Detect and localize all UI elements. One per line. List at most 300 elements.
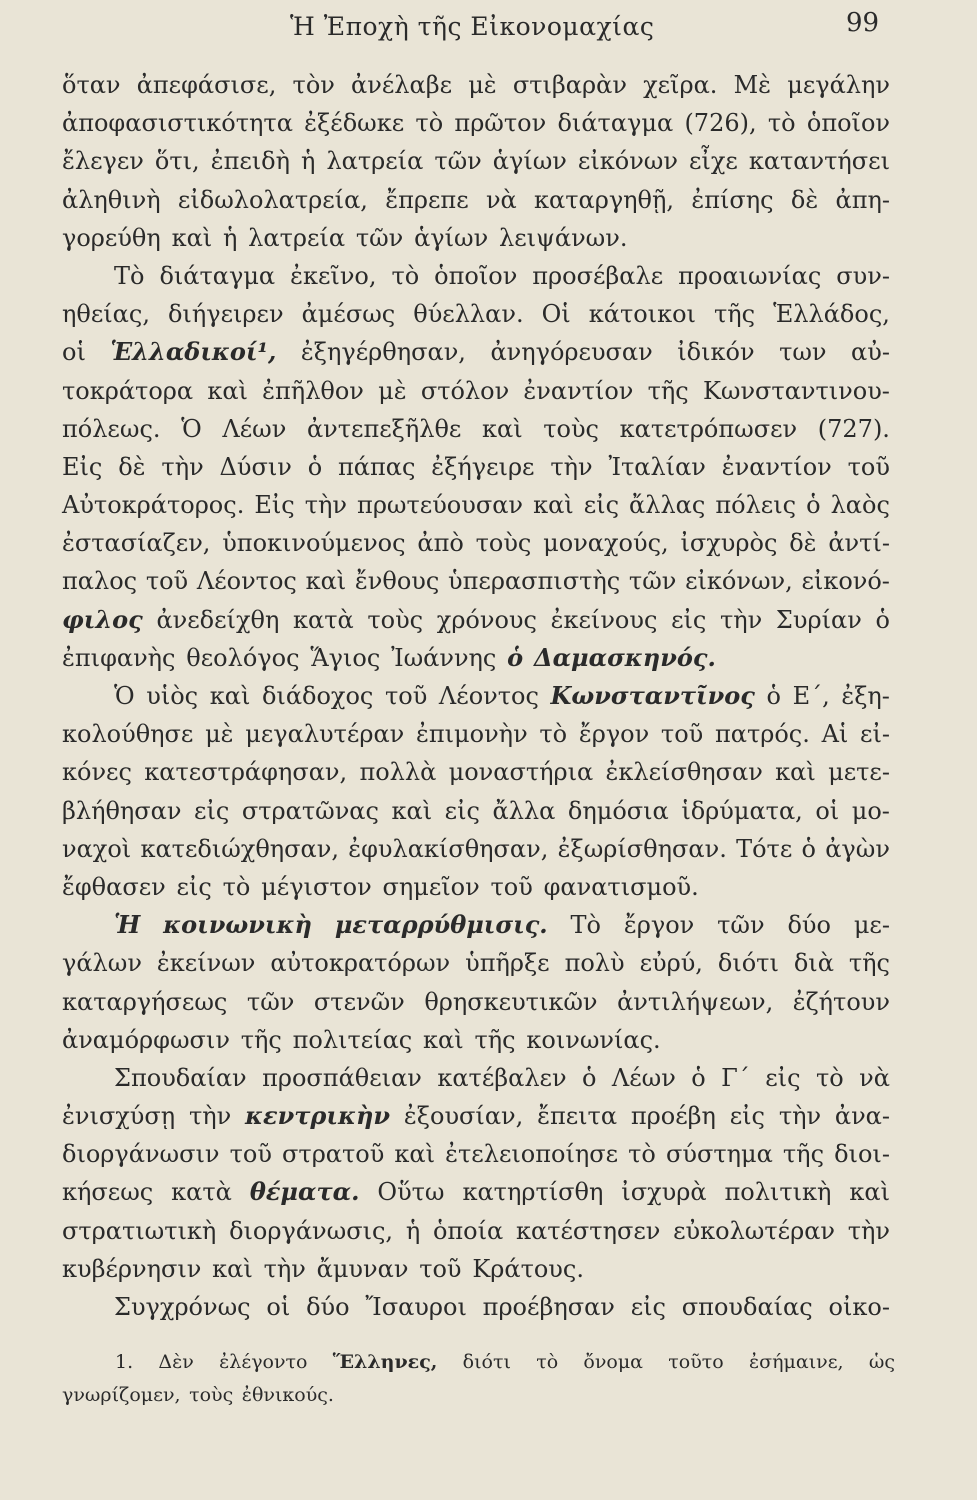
word: ἐστασίαζεν,: [62, 529, 211, 558]
word: γνωρίζομεν,: [62, 1384, 181, 1406]
word: Ε΄,: [792, 682, 830, 710]
word: Λέοντος: [438, 682, 539, 710]
word: στόλον: [420, 376, 510, 405]
word: τοῦ: [145, 567, 189, 596]
word: πρῶτον: [454, 109, 547, 138]
word: ἰσχυρὸς: [680, 529, 778, 558]
word: ἁγίων: [414, 223, 489, 252]
text-line: [62, 753, 890, 791]
word: ἰδικόν: [677, 338, 755, 367]
word: προαιωνίας: [678, 261, 822, 290]
word: υἱὸς: [146, 682, 199, 710]
word: καὶ: [391, 796, 433, 825]
word: ἐλέγοντο: [219, 1351, 308, 1373]
word: ἔργον: [623, 911, 695, 940]
text-line: [62, 601, 890, 639]
word: Ἕλληνες,: [332, 1351, 438, 1373]
word: ὑπῆρξε: [465, 949, 550, 978]
word: Λέοντος: [196, 567, 297, 596]
word: ὁποῖον: [434, 261, 518, 290]
word: καταντήσει: [748, 147, 890, 176]
word: ἀπη-: [835, 185, 890, 214]
word: ἐξηγέρθησαν,: [300, 338, 466, 367]
word: Ἡ: [114, 910, 141, 940]
footnote-line: [115, 1346, 895, 1379]
word: φιλος: [62, 604, 143, 634]
text-line: [62, 1250, 890, 1288]
word: Εἰς: [62, 452, 103, 481]
word: κατὰ: [293, 605, 354, 634]
word: Συγχρόνως: [114, 1293, 251, 1321]
word: τῶν: [717, 911, 765, 940]
word: ἀπὸ: [417, 529, 464, 558]
word: ὁ: [691, 1063, 706, 1092]
word: ἁγίων: [492, 147, 567, 176]
word: ὁ: [582, 1063, 597, 1092]
word: τὴν: [550, 452, 593, 481]
word: τὴν: [161, 452, 204, 481]
word: ἡ: [405, 1216, 421, 1245]
word: μο-: [851, 796, 890, 825]
word: ἐπῆλθον: [262, 376, 364, 405]
word: τὴν: [304, 491, 348, 520]
word: καὶ: [212, 1254, 253, 1283]
word: αὐ-: [851, 338, 890, 367]
word: ἰσχυρὰ: [621, 1178, 707, 1207]
word: Ἑλλάδος,: [773, 300, 890, 329]
word: προέβησαν: [482, 1293, 615, 1321]
text-line: [62, 830, 890, 868]
word: ἀνέλαβε: [351, 71, 453, 99]
word: ὁ: [507, 642, 524, 672]
word: ἔλεγεν: [62, 147, 144, 176]
word: ἐπιμονὴν: [415, 720, 528, 749]
word: διοι-: [834, 1140, 890, 1169]
word: διάταγμα: [557, 109, 674, 138]
word: τῆς: [240, 1025, 282, 1054]
word: τῆς: [474, 1025, 516, 1054]
word: οἱ: [62, 338, 86, 367]
word: ἀντιλήψεων,: [617, 987, 774, 1016]
word: ὁ: [766, 682, 781, 710]
word: τοὺς: [543, 414, 599, 443]
word: Ἑλλαδικοί¹,: [110, 337, 277, 367]
body-text: [62, 66, 890, 1326]
word: ἀναμόρφωσιν: [62, 1025, 230, 1054]
word: νὰ: [485, 185, 517, 214]
word: λειψάνων.: [498, 223, 628, 252]
word: τῶν: [628, 567, 677, 596]
text-line: [62, 715, 890, 753]
word: Γ΄: [721, 1063, 750, 1092]
word: ἐνισχύσῃ: [62, 1102, 176, 1131]
word: τὸ: [415, 109, 444, 138]
text-line: [62, 410, 890, 448]
word: σημεῖον: [382, 872, 480, 901]
text-line: [62, 1059, 890, 1097]
word: καὶ: [481, 414, 523, 443]
word: τὸ: [628, 1140, 656, 1169]
word: ἀνα-: [834, 1102, 890, 1131]
word: στενῶν: [313, 987, 405, 1016]
word: λατρεία: [326, 147, 424, 176]
text-line: [62, 257, 890, 295]
word: σπουδαίας: [681, 1293, 813, 1321]
word: τὴν: [720, 605, 763, 634]
page-header: [0, 6, 977, 46]
word: ἀπεφάσισε,: [136, 71, 277, 99]
word: τοῦ: [419, 1254, 462, 1283]
word: Εἰς: [254, 491, 295, 520]
word: εἶχε: [688, 147, 738, 176]
word: τὸ: [815, 1063, 844, 1092]
word: χρόνους: [436, 605, 537, 634]
word: ἐκλείσθησαν: [605, 758, 763, 787]
word: τὴν: [263, 1254, 306, 1283]
word: Κωνσταντῖνος: [550, 681, 755, 710]
word: πρωτεύουσαν: [357, 491, 524, 520]
word: κυβέρνησιν: [62, 1254, 202, 1283]
word: τὸ: [222, 872, 251, 901]
word: μοναστήρια: [448, 758, 594, 787]
word: καὶ: [533, 491, 574, 520]
word: δὲ: [118, 452, 146, 481]
word: Κωνσταντινου-: [702, 376, 890, 405]
word: κολούθησε: [62, 720, 194, 749]
word: παλος: [62, 567, 138, 596]
word: Αὐτοκράτορος.: [62, 491, 245, 520]
word: τὴν: [778, 1102, 822, 1131]
word: τῶν: [434, 147, 482, 176]
word: ὅταν: [62, 71, 121, 99]
word: ἀποφασιστικότητα: [62, 109, 293, 138]
word: Τότε: [736, 834, 793, 863]
word: ὑποκινούμενος: [222, 529, 406, 558]
text-line: [62, 142, 890, 180]
word: διὰ: [793, 949, 834, 978]
word: διότι: [717, 949, 779, 978]
word: μὲ: [378, 376, 407, 405]
word: καὶ: [305, 567, 347, 596]
word: ἐναντίον: [523, 376, 634, 405]
word: κατὰ: [171, 1178, 232, 1207]
word: κόνες: [62, 758, 132, 787]
word: Ὁ: [114, 682, 135, 710]
word: δύο: [306, 1293, 350, 1321]
word: κεντρικὴν: [245, 1101, 391, 1131]
word: ἐκείνους: [550, 605, 658, 634]
word: Ὁ: [181, 414, 202, 443]
word: πόλεως.: [62, 414, 161, 443]
word: ὁ: [806, 491, 821, 520]
text-line: [62, 868, 890, 906]
word: καὶ: [423, 1025, 464, 1054]
word: ναχοὶ: [62, 834, 132, 863]
word: ὑπερασπιστὴς: [448, 567, 621, 596]
word: ἄλλας: [629, 491, 706, 520]
word: ἀγὼν: [825, 834, 890, 863]
word: εἰς: [583, 491, 620, 520]
text-line: [62, 448, 890, 486]
word: εἰς: [630, 1293, 666, 1321]
text-line: [62, 219, 890, 257]
word: θέματα.: [249, 1177, 360, 1207]
word: λατρεία: [248, 223, 346, 252]
word: εἰς: [194, 796, 230, 825]
word: καὶ: [207, 376, 248, 405]
word: πάπας: [338, 452, 416, 481]
word: ἔπειτα: [537, 1102, 618, 1131]
text-line: [62, 333, 890, 371]
word: Δαμασκηνός.: [533, 642, 716, 672]
word: κάτοικοι: [588, 300, 696, 329]
text-line: [62, 792, 890, 830]
word: Τὸ: [114, 261, 145, 290]
footnote-line: [62, 1379, 895, 1412]
word: Λέων: [611, 1063, 676, 1092]
word: διοργάνωσις,: [229, 1216, 394, 1245]
word: τὸ: [539, 720, 568, 749]
text-line: [62, 677, 890, 715]
word: ἀντεπεξῆλθε: [306, 414, 462, 443]
word: πολιτείας: [292, 1025, 413, 1054]
word: γορεύθη: [62, 223, 161, 252]
word: διοργάνωσιν: [62, 1140, 220, 1169]
word: πόλεις: [715, 491, 797, 520]
word: διήγειρεν: [167, 300, 284, 329]
word: ἐξη-: [841, 682, 890, 710]
word: 1.: [115, 1351, 134, 1373]
word: καὶ: [849, 1178, 890, 1207]
word: με-: [853, 911, 890, 940]
word: προσέβαλε: [532, 261, 664, 290]
word: τῆς: [713, 300, 756, 329]
word: τοῦτο: [668, 1351, 724, 1373]
word: εἰς: [729, 1102, 765, 1131]
word: καὶ: [171, 223, 213, 252]
word: δὲ: [789, 529, 817, 558]
word: εἰκόνων: [577, 147, 678, 176]
word: λαὸς: [830, 491, 890, 520]
word: Λέων: [222, 414, 287, 443]
word: τῆς: [848, 949, 890, 978]
word: συν-: [836, 261, 890, 290]
word: ἄλλα: [492, 796, 556, 825]
word: Οἱ: [541, 300, 571, 329]
word: κατηρτίσθη: [462, 1178, 604, 1207]
word: Σπουδαίαν: [114, 1063, 247, 1092]
word: κατέβαλεν: [437, 1063, 567, 1092]
word: ἔνθους: [354, 567, 440, 596]
word: κήσεως: [62, 1178, 154, 1207]
word: τὴν: [188, 1102, 232, 1131]
word: καὶ: [394, 1140, 436, 1169]
word: ἀληθινὴ: [62, 185, 161, 214]
word: εὐρύ,: [639, 949, 703, 978]
word: τῶν: [355, 223, 404, 252]
word: εἰκόνων,: [685, 567, 793, 596]
word: θύελλαν.: [413, 300, 524, 329]
word: Ἴσαυροι: [365, 1293, 467, 1321]
word: διάταγμα: [159, 261, 276, 290]
word: τὸν: [292, 71, 335, 99]
word: διάδοχος: [261, 682, 374, 710]
word: ἐπιφανὴς: [62, 643, 176, 672]
word: ἐτελειοποίησε: [445, 1140, 619, 1169]
word: μοναχούς,: [543, 529, 669, 558]
word: χεῖρα.: [643, 71, 718, 99]
word: μεγαλυτέραν: [245, 720, 405, 749]
word: Κράτους.: [472, 1254, 584, 1283]
text-line: [62, 983, 890, 1021]
word: φανατισμοῦ.: [543, 872, 699, 901]
word: μέγιστον: [261, 872, 372, 901]
word: (726),: [684, 109, 757, 138]
word: Συρίαν: [775, 605, 862, 634]
word: εὐκολωτέραν: [673, 1216, 835, 1245]
word: καταργήσεως: [62, 987, 228, 1016]
word: κατεδιώχθησαν,: [140, 834, 339, 863]
word: πολιτικὴ: [724, 1178, 832, 1207]
word: στιβαρὰν: [512, 71, 627, 99]
word: τὸ: [536, 1351, 559, 1373]
word: διότι: [462, 1351, 511, 1373]
word: ἀντί-: [828, 529, 890, 558]
word: αὐτοκρατόρων: [270, 949, 451, 978]
word: ἱδρύματα,: [681, 796, 803, 825]
word: τὸ: [391, 261, 420, 290]
word: τοῦ: [490, 872, 533, 901]
text-line: [62, 639, 890, 677]
word: εἰς: [671, 605, 707, 634]
word: ἄμυναν: [316, 1254, 409, 1283]
word: οἱ: [815, 796, 840, 825]
word: ὄνομα: [583, 1351, 644, 1373]
word: εἰκονό-: [801, 567, 890, 596]
text-line: [62, 944, 890, 982]
word: ἐξέδωκε: [304, 109, 405, 138]
word: των: [779, 338, 827, 367]
word: καὶ: [209, 682, 251, 710]
text-line: [62, 486, 890, 524]
word: μὲ: [205, 720, 234, 749]
word: ὅτι,: [154, 147, 200, 176]
text-line: [62, 524, 890, 562]
text-line: [62, 372, 890, 410]
word: τοκράτορα: [62, 376, 194, 405]
word: ἔργον: [578, 720, 650, 749]
word: ηθείας,: [62, 300, 150, 329]
word: ὡς: [868, 1351, 895, 1373]
word: Τὸ: [570, 911, 601, 940]
word: ἡ: [301, 147, 316, 176]
word: τοῦ: [229, 1140, 272, 1169]
word: Αἱ: [821, 720, 849, 749]
page-number: 99: [846, 8, 880, 38]
word: πολλὰ: [359, 758, 437, 787]
word: Ἰωάννης: [391, 643, 497, 672]
text-line: [62, 1021, 890, 1059]
word: ὁ: [875, 605, 890, 634]
word: εἰδωλολατρεία,: [177, 185, 368, 214]
word: στρατῶνας: [241, 796, 379, 825]
word: βλήθησαν: [62, 796, 182, 825]
word: θεολόγος: [186, 643, 300, 672]
word: κοινωνικὴ: [163, 910, 312, 940]
word: ἐζήτουν: [792, 987, 890, 1016]
word: ἐφυλακίσθησαν,: [348, 834, 549, 863]
word: (727).: [817, 414, 890, 443]
word: τὴν: [847, 1216, 890, 1245]
word: κατέστησεν: [516, 1216, 661, 1245]
word: δύο: [787, 911, 831, 940]
word: στρατιωτικὴ: [62, 1216, 217, 1245]
word: κατεστράφησαν,: [144, 758, 348, 787]
word: εἰς: [444, 796, 480, 825]
word: σύστημα: [665, 1140, 773, 1169]
word: ἀνηγόρευσαν: [490, 338, 653, 367]
word: πατρός.: [714, 720, 810, 749]
footnote: [62, 1346, 895, 1412]
word: ἐκείνων: [156, 949, 256, 978]
word: ἐκεῖνο,: [290, 261, 377, 290]
word: μεταρρύθμισις.: [334, 910, 548, 940]
word: δὲ: [790, 185, 819, 214]
word: τοὺς: [367, 605, 424, 634]
word: εἰ-: [860, 720, 890, 749]
word: Ἰταλίαν: [608, 452, 706, 481]
word: ἀνεδείχθη: [156, 605, 280, 634]
word: εἰς: [176, 872, 212, 901]
word: τοῦ: [384, 682, 428, 710]
word: θρησκευτικῶν: [424, 987, 598, 1016]
word: ἐξωρίσθησαν.: [557, 834, 727, 863]
word: ἀμέσως: [301, 300, 396, 329]
word: Δὲν: [158, 1351, 194, 1373]
text-line: [62, 906, 890, 944]
word: τὸ: [767, 109, 796, 138]
text-line: [62, 1173, 890, 1211]
word: μὲ: [468, 71, 497, 99]
word: τοῦ: [660, 720, 704, 749]
word: τῶν: [246, 987, 295, 1016]
word: ἔφθασεν: [62, 872, 166, 901]
word: οἰκο-: [828, 1293, 890, 1321]
text-line: [62, 104, 890, 142]
word: ἐπίσης: [691, 185, 774, 214]
word: καταργηθῇ,: [534, 185, 675, 214]
text-line: [62, 1135, 890, 1173]
word: τῆς: [782, 1140, 825, 1169]
word: δημόσια: [567, 796, 669, 825]
word: εἰς: [765, 1063, 801, 1092]
text-line: [62, 181, 890, 219]
word: ἐξουσίαν,: [403, 1102, 524, 1131]
word: τοὺς: [189, 1384, 234, 1406]
text-line: [62, 1212, 890, 1250]
word: μεγάλην: [787, 71, 890, 99]
word: ὁποία: [432, 1216, 504, 1245]
word: ὁ: [307, 452, 323, 481]
word: προσπάθειαν: [262, 1063, 422, 1092]
word: Μὲ: [733, 71, 772, 99]
word: τῆς: [647, 376, 689, 405]
running-title: Ἡ Ἐποχὴ τῆς Εἰκονομαχίας: [290, 12, 655, 41]
text-line: [62, 1097, 890, 1135]
word: ἐπειδὴ: [210, 147, 291, 176]
text-line: [62, 562, 890, 600]
word: καὶ: [775, 758, 816, 787]
